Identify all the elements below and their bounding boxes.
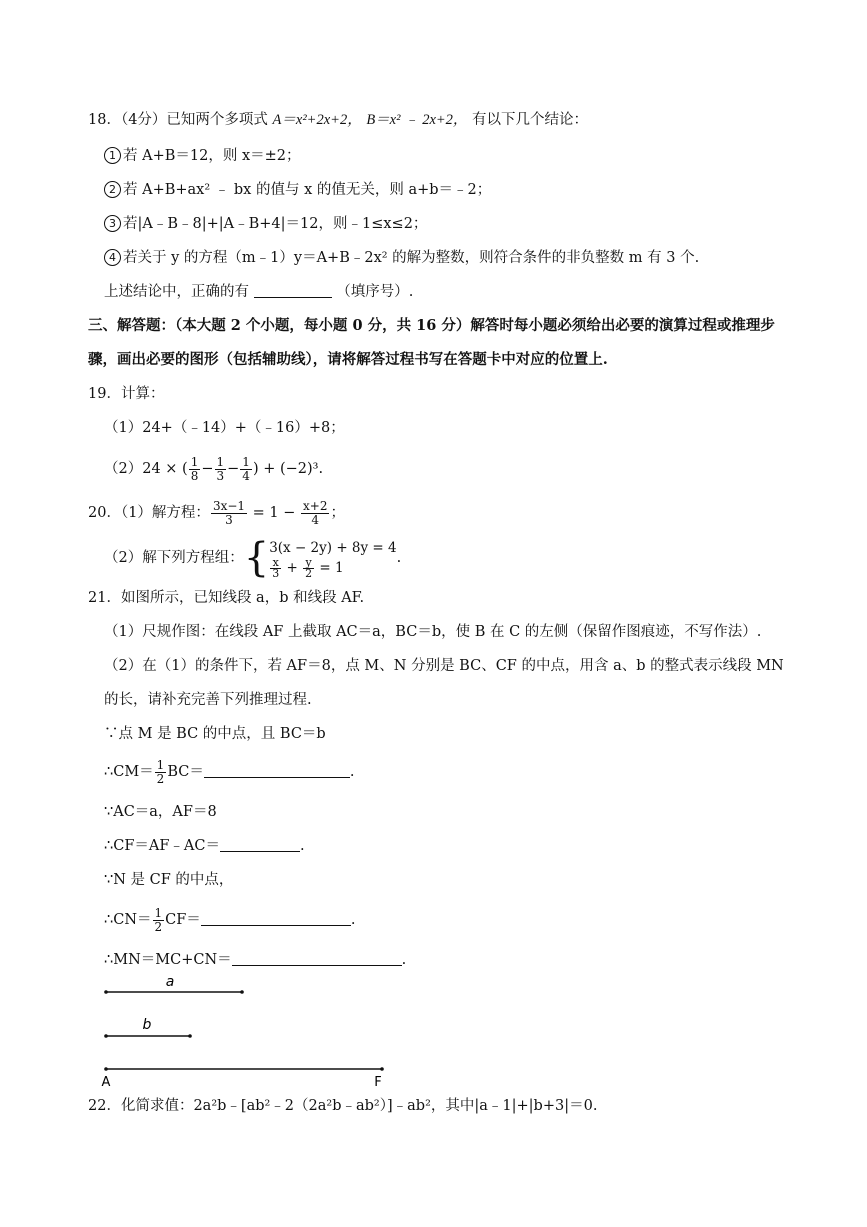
q18-conclusion-2: [104, 180, 491, 200]
fraction-one-half: $\frac{1}{2}$: [154, 905, 163, 934]
circled-number-2: 2: [104, 181, 121, 198]
q18-conclusion-4: [104, 248, 699, 268]
circled-number-1: 1: [104, 147, 121, 164]
q18-c1-text: 若 A+B＝12，则 x＝±2；: [123, 148, 301, 164]
q21-step6: ∴CN＝ $\frac{1}{2}$ CF＝ .: [104, 905, 356, 934]
q18-stem-end: 有以下几个结论：: [472, 112, 589, 128]
q18-stem: [88, 110, 588, 130]
segment-b: [104, 1017, 192, 1038]
left-brace-icon: {: [243, 535, 270, 581]
q20-part1: [88, 496, 345, 530]
q19-part1: （1）24+（﹣14）+（﹣16）+8；: [104, 420, 345, 436]
q18-answer-prompt: 上述结论中，正确的有: [104, 284, 249, 300]
q21-part2-line1: （2）在（1）的条件下，若 AF＝8，点 M、N 分别是 BC、CF 的中点，用含 a、b 的整式表示线段 MN: [104, 658, 784, 674]
q22-text: 22．化简求值：2a²b﹣[ab²﹣2（2a²b﹣ab²）]﹣ab²，其中|a﹣1|+|b+3|＝0.: [88, 1098, 598, 1114]
q21-part2-line2: 的长，请补充完善下列推理过程.: [104, 692, 312, 708]
q20-p1-end: ；: [330, 505, 345, 521]
segment-a: [104, 974, 244, 994]
q20-p1-mid: = 1 −: [248, 505, 300, 521]
fraction-y-over-2: $\frac{y}{2}$: [305, 555, 313, 580]
q21-step7: ∴MN＝MC+CN＝ .: [104, 952, 407, 968]
blank-mn[interactable]: [232, 951, 402, 966]
q19-part2: [104, 452, 323, 486]
segment-a-label: a: [165, 974, 175, 990]
fraction-3x-1-over-3: $\frac{3x-1}{3}$: [212, 498, 246, 527]
point-a-label: A: [101, 1075, 111, 1090]
q21-step1: ∵点 M 是 BC 的中点，且 BC＝b: [104, 726, 326, 742]
blank-cn[interactable]: [201, 911, 351, 926]
fraction-one-half: $\frac{1}{2}$: [156, 757, 165, 786]
q18-conclusion-3: [104, 214, 427, 234]
segments-figure: [96, 972, 396, 1092]
q18-c3-text: 若|A﹣B﹣8|+|A﹣B+4|＝12，则﹣1≤x≤2；: [123, 216, 428, 232]
q18-answer-suffix: （填序号）.: [336, 284, 414, 300]
q20-p2-label: （2）解下列方程组：: [104, 550, 244, 566]
q21-step2: ∴CM＝ $\frac{1}{2}$ BC＝ .: [104, 757, 355, 786]
q18-c4-text: 若关于 y 的方程（m﹣1）y＝A+B﹣2x² 的解为整数，则符合条件的非负整数 m 有 3 个.: [123, 250, 700, 266]
blank-cm[interactable]: [204, 763, 350, 778]
q19-p2-tail: ) + (−2)³.: [252, 461, 324, 477]
q18-answer-blank[interactable]: [254, 283, 332, 298]
fraction-1-8: $\frac{1}{8}$: [190, 454, 199, 483]
q18-c2-text: 若 A+B+ax² ﹣ bx 的值与 x 的值无关，则 a+b＝﹣2；: [123, 182, 492, 198]
q18-poly-b: B＝x² ﹣ 2x+2，: [366, 112, 468, 128]
q18-stem-text: 18．（4分）已知两个多项式: [88, 112, 268, 128]
q18-answer-line: [104, 282, 413, 302]
q20-part2: [104, 536, 401, 580]
segment-af: [102, 1067, 384, 1090]
q21-step5: ∵N 是 CF 的中点，: [104, 872, 234, 888]
q21-title: 21．如图所示，已知线段 a，b 和线段 AF.: [88, 590, 365, 606]
minus-sign: −: [201, 461, 214, 477]
section3-heading-line1: 三、解答题：（本大题 2 个小题，每小题 0 分，共 16 分）解答时每小题必须给出必要的演算过程或推理步: [88, 317, 775, 334]
blank-cf[interactable]: [220, 837, 300, 852]
circled-number-4: 4: [104, 249, 121, 266]
fraction-1-3: $\frac{1}{3}$: [216, 454, 225, 483]
circled-number-3: 3: [104, 215, 121, 232]
q20-p2-end: .: [396, 550, 402, 566]
fraction-1-4: $\frac{1}{4}$: [242, 454, 250, 483]
point-f-label: F: [374, 1075, 382, 1090]
q19-p2-label: （2）24 × (: [104, 461, 188, 477]
system-eq-1: 3(x − 2y) + 8y = 4: [269, 539, 397, 556]
fraction-x-over-3: $\frac{x}{3}$: [272, 555, 280, 580]
q19-title: 19．计算：: [88, 386, 165, 402]
q20-p1-label: 20．（1）解方程：: [88, 505, 210, 521]
fraction-x-plus-2-over-4: $\frac{x+2}{4}$: [303, 498, 328, 527]
section3-heading-line2: 骤，画出必要的图形（包括辅助线），请将解答过程书写在答题卡中对应的位置上.: [88, 351, 608, 368]
minus-sign: −: [227, 461, 240, 477]
q21-step3: ∵AC＝a，AF＝8: [104, 804, 217, 820]
q21-part1: （1）尺规作图：在线段 AF 上截取 AC＝a，BC＝b，使 B 在 C 的左侧（保留作图痕迹，不写作法）.: [104, 624, 762, 640]
q21-step4: ∴CF＝AF﹣AC＝ .: [104, 838, 305, 854]
equation-system: [244, 536, 397, 580]
q18-poly-a: A＝x²+2x+2，: [272, 112, 362, 128]
system-eq-2: $\frac{x}{3}$ + $\frac{y}{2}$ = 1: [272, 555, 344, 580]
segment-b-label: b: [142, 1017, 152, 1033]
q18-conclusion-1: [104, 146, 301, 166]
